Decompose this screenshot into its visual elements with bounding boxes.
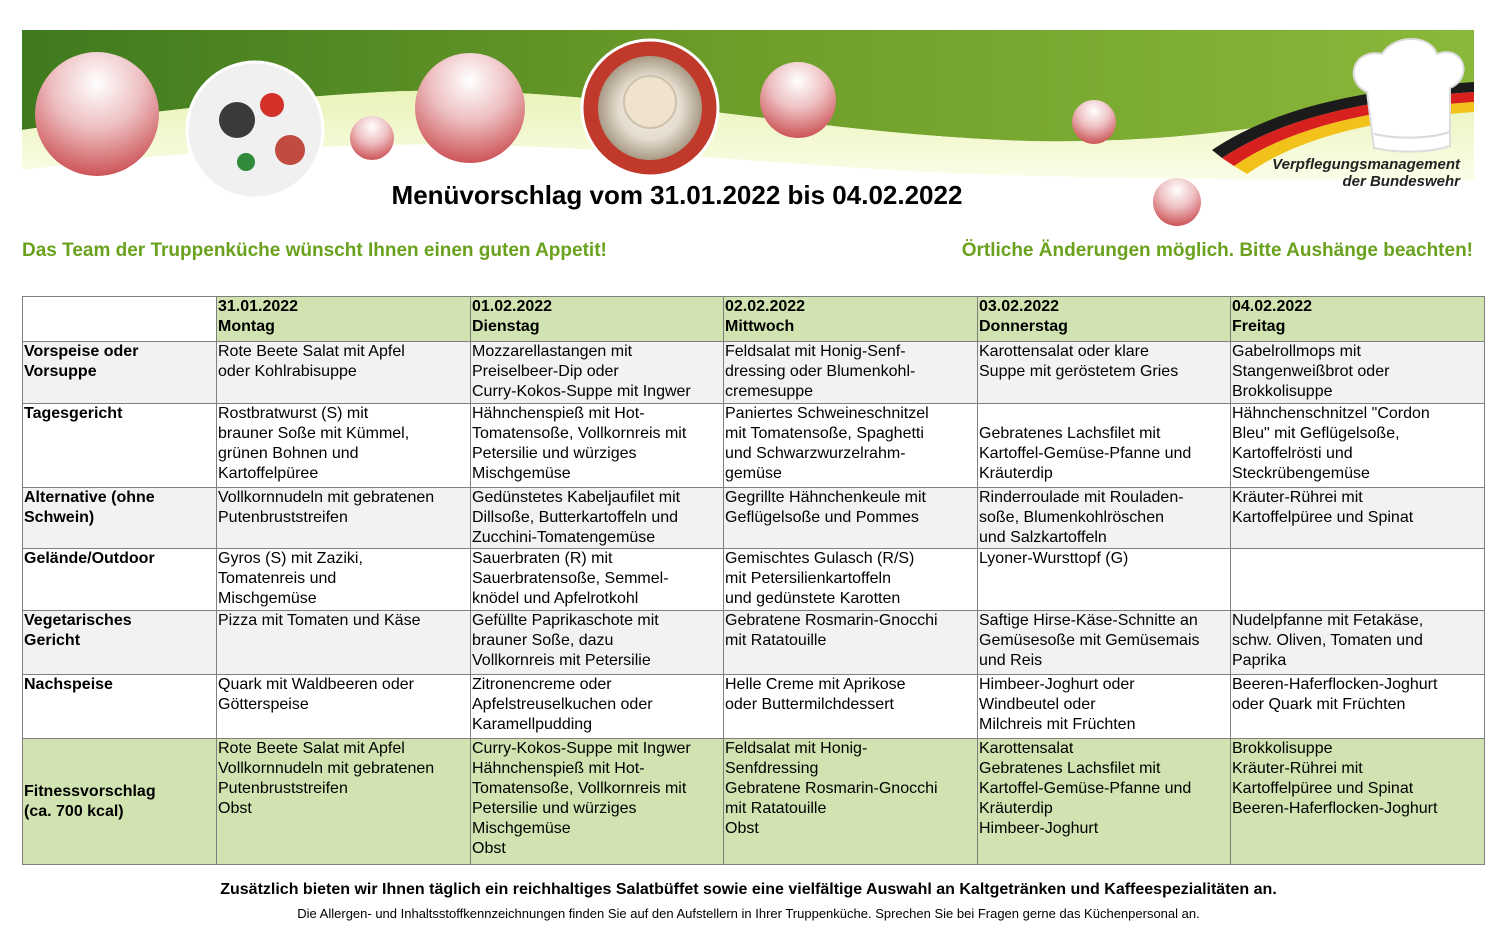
page-title: Menüvorschlag vom 31.01.2022 bis 04.02.2022 [391, 180, 963, 210]
dish-line: mit Petersilienkartoffeln [725, 570, 891, 587]
dish-line [979, 404, 1230, 424]
dish-line: dressing oder Blumenkohl- [725, 363, 916, 380]
dish-line: Obst [218, 800, 252, 817]
menu-cell [217, 675, 471, 739]
menu-cell [1231, 611, 1485, 675]
menu-cell [724, 549, 978, 611]
dish-line: soße, Blumenkohlröschen [979, 509, 1164, 526]
dish-line: Senfdressing [725, 760, 819, 777]
menu-cell [724, 739, 978, 865]
dish-line: Nudelpfanne mit Fetakäse, [1232, 612, 1424, 629]
day-header-3 [724, 297, 978, 342]
dish-line: Kräuter-Rührei mit [1232, 760, 1363, 777]
dish-line: Feldsalat mit Honig-Senf- [725, 343, 906, 360]
menu-cell [217, 611, 471, 675]
dish-line: Suppe mit geröstetem Gries [979, 363, 1179, 380]
menu-cell [471, 611, 724, 675]
dish-line: Hähnchenschnitzel "Cordon [1232, 405, 1430, 422]
dish-line: Gyros (S) mit Zaziki, [218, 550, 363, 567]
dish-line: und gedünstete Karotten [725, 590, 901, 607]
day-header-2 [471, 297, 724, 342]
dish-line: Kräuter-Rührei mit [1232, 489, 1363, 506]
menu-cell [978, 611, 1231, 675]
dish-line: Gedünstetes Kabeljaufilet mit [472, 489, 681, 506]
menu-cell [217, 549, 471, 611]
day-name: Dienstag [472, 318, 540, 335]
dish-line: Paprika [1232, 652, 1287, 669]
menu-cell [217, 342, 471, 404]
row-label-line: Fitnessvorschlag [24, 782, 156, 800]
menu-cell [978, 739, 1231, 865]
menu-cell [978, 342, 1231, 404]
brand-line-1: Verpflegungsmanagement [1272, 156, 1460, 173]
dish-line: Kartoffel-Gemüse-Pfanne und [979, 445, 1192, 462]
dish-line: Tomatensoße, Vollkornreis mit [472, 780, 687, 797]
row-label [23, 488, 217, 549]
row-label-line: Tagesgericht [24, 405, 123, 422]
menu-cell [471, 739, 724, 865]
dish-line: brauner Soße mit Kümmel, [218, 425, 410, 442]
dish-line: und Reis [979, 652, 1043, 669]
dish-line: und Schwarzwurzelrahm- [725, 445, 906, 462]
dish-line: Petersilie und würziges [472, 800, 637, 817]
row-label-line: Vorspeise oder [24, 343, 139, 360]
dish-line: Mischgemüse [218, 590, 317, 607]
menu-cell [978, 675, 1231, 739]
dish-line: Pizza mit Tomaten und Käse [218, 612, 421, 629]
dish-line: Zitronencreme oder [472, 676, 612, 693]
dish-line: Karottensalat oder klare [979, 343, 1149, 360]
menu-row [23, 342, 1485, 404]
menu-cell [471, 549, 724, 611]
menu-cell [1231, 675, 1485, 739]
dish-line: Apfelstreuselkuchen oder [472, 696, 653, 713]
dish-line: Milchreis mit Früchten [979, 716, 1136, 733]
brand-text [1272, 156, 1460, 190]
header-corner-cell [23, 297, 217, 342]
menu-cell [724, 675, 978, 739]
day-date: 31.01.2022 [218, 298, 299, 315]
menu-cell [724, 404, 978, 488]
day-date: 03.02.2022 [979, 298, 1060, 315]
dish-line: Zucchini-Tomatengemüse [472, 529, 656, 546]
menu-cell [978, 404, 1231, 488]
dish-line: Obst [725, 820, 759, 837]
dish-line: Putenbruststreifen [218, 780, 348, 797]
dish-line: Gemüsesoße mit Gemüsemais [979, 632, 1200, 649]
menu-row [23, 675, 1485, 739]
dish-line: Quark mit Waldbeeren oder [218, 676, 414, 693]
menu-cell [978, 549, 1231, 611]
menu-row [23, 404, 1485, 488]
menu-cell [217, 739, 471, 865]
dish-line: Helle Creme mit Aprikose [725, 676, 906, 693]
dish-line: Karottensalat [979, 740, 1074, 757]
dish-line: Saftige Hirse-Käse-Schnitte an [979, 612, 1198, 629]
dish-line: knödel und Apfelrotkohl [472, 590, 639, 607]
dish-line: Gebratene Rosmarin-Gnocchi [725, 612, 938, 629]
dish-line: gemüse [725, 465, 782, 482]
row-label [23, 342, 217, 404]
menu-cell [1231, 404, 1485, 488]
dish-line: Rostbratwurst (S) mit [218, 405, 369, 422]
dish-line: Feldsalat mit Honig- [725, 740, 868, 757]
row-label-line: Schwein) [24, 509, 95, 526]
dish-line: oder Buttermilchdessert [725, 696, 894, 713]
dish-line: Geflügelsoße und Pommes [725, 509, 919, 526]
dish-line: schw. Oliven, Tomaten und [1232, 632, 1423, 649]
menu-row [23, 739, 1485, 865]
dish-line: Stangenweißbrot oder [1232, 363, 1390, 380]
dish-line: Kartoffel-Gemüse-Pfanne und [979, 780, 1192, 797]
dish-line: Windbeutel oder [979, 696, 1096, 713]
day-header-row [23, 297, 1485, 342]
dish-line: Himbeer-Joghurt oder [979, 676, 1135, 693]
menu-cell [471, 488, 724, 549]
menu-row [23, 549, 1485, 611]
dish-line: Gemischtes Gulasch (R/S) [725, 550, 915, 567]
dish-line: mit Ratatouille [725, 632, 827, 649]
dish-line: oder Kohlrabisuppe [218, 363, 357, 380]
dish-line: Vollkornnudeln mit gebratenen [218, 489, 435, 506]
dish-line: Tomatenreis und [218, 570, 337, 587]
dish-line: Hähnchenspieß mit Hot- [472, 760, 645, 777]
dish-line: grünen Bohnen und [218, 445, 359, 462]
dish-line: Kräuterdip [979, 800, 1053, 817]
dish-line: Brokkolisuppe [1232, 740, 1333, 757]
menu-cell [471, 404, 724, 488]
dish-line: Beeren-Haferflocken-Joghurt [1232, 800, 1438, 817]
row-label-line: Vorsuppe [24, 363, 97, 380]
dish-line: Rote Beete Salat mit Apfel [218, 343, 405, 360]
dish-line: Hähnchenspieß mit Hot- [472, 405, 645, 422]
dish-line: Kartoffelpüree und Spinat [1232, 509, 1414, 526]
row-label [23, 549, 217, 611]
menu-row [23, 611, 1485, 675]
dish-line: Gebratenes Lachsfilet mit [979, 425, 1161, 442]
dish-line: Sauerbraten (R) mit [472, 550, 613, 567]
dish-line: Kartoffelpüree [218, 465, 319, 482]
dish-line: Curry-Kokos-Suppe mit Ingwer [472, 383, 691, 400]
dish-line: Mischgemüse [472, 465, 571, 482]
row-label-line: (ca. 700 kcal) [24, 802, 124, 820]
menu-table [22, 296, 1485, 865]
dish-line: Rote Beete Salat mit Apfel [218, 740, 405, 757]
menu-cell [724, 611, 978, 675]
menu-cell [217, 488, 471, 549]
dish-line: mit Ratatouille [725, 800, 827, 817]
dish-line: Petersilie und würziges [472, 445, 637, 462]
dish-line: Steckrübengemüse [1232, 465, 1370, 482]
dish-line: Tomatensoße, Vollkornreis mit [472, 425, 687, 442]
dish-line: Bleu" mit Geflügelsoße, [1232, 425, 1400, 442]
day-date: 02.02.2022 [725, 298, 806, 315]
header-banner [22, 30, 1474, 230]
menu-cell [1231, 549, 1485, 611]
dish-line: brauner Soße, dazu [472, 632, 614, 649]
menu-cell [471, 675, 724, 739]
dish-line: Sauerbratensoße, Semmel- [472, 570, 669, 587]
menu-cell [724, 342, 978, 404]
dish-line: oder Quark mit Früchten [1232, 696, 1406, 713]
brand-line-2: der Bundeswehr [1342, 173, 1460, 190]
dish-line: Beeren-Haferflocken-Joghurt [1232, 676, 1438, 693]
dish-line: Brokkolisuppe [1232, 383, 1333, 400]
dish-line: Götterspeise [218, 696, 309, 713]
dish-line: cremesuppe [725, 383, 814, 400]
day-date: 01.02.2022 [472, 298, 553, 315]
menu-cell [1231, 342, 1485, 404]
menu-cell [1231, 488, 1485, 549]
dish-line: Gegrillte Hähnchenkeule mit [725, 489, 926, 506]
dish-line: Gebratene Rosmarin-Gnocchi [725, 780, 938, 797]
dish-line: Dillsoße, Butterkartoffeln und [472, 509, 679, 526]
dish-line: Vollkornnudeln mit gebratenen [218, 760, 435, 777]
menu-cell [1231, 739, 1485, 865]
dish-line: Karamellpudding [472, 716, 593, 733]
dish-line: Vollkornreis mit Petersilie [472, 652, 651, 669]
menu-cell [217, 404, 471, 488]
row-label-line: Nachspeise [24, 676, 113, 693]
dish-line: Gebratenes Lachsfilet mit [979, 760, 1161, 777]
dish-line: mit Tomatensoße, Spaghetti [725, 425, 924, 442]
dish-line: Gefüllte Paprikaschote mit [472, 612, 659, 629]
slogan-left: Das Team der Truppenküche wünscht Ihnen einen guten Appetit! [22, 240, 607, 261]
dish-line: Preiselbeer-Dip oder [472, 363, 619, 380]
dish-line: Putenbruststreifen [218, 509, 348, 526]
dish-line: und Salzkartoffeln [979, 529, 1107, 546]
day-name: Mittwoch [725, 318, 795, 335]
dish-line: Mischgemüse [472, 820, 571, 837]
dish-line: Gabelrollmops mit [1232, 343, 1361, 360]
row-label-line: Vegetarisches [24, 612, 132, 629]
dish-line: Kräuterdip [979, 465, 1053, 482]
day-header-1 [217, 297, 471, 342]
slogan-right: Örtliche Änderungen möglich. Bitte Aushänge beachten! [961, 240, 1473, 261]
row-label [23, 611, 217, 675]
day-header-4 [978, 297, 1231, 342]
day-header-5 [1231, 297, 1485, 342]
dish-line: Kartoffelrösti und [1232, 445, 1353, 462]
dish-line: Lyoner-Wursttopf (G) [979, 550, 1129, 567]
day-name: Montag [218, 318, 275, 335]
day-name: Donnerstag [979, 318, 1068, 335]
row-label-line: Alternative (ohne [24, 489, 155, 506]
menu-row [23, 488, 1485, 549]
row-label-line: Gericht [24, 632, 81, 649]
dish-line: Paniertes Schweineschnitzel [725, 405, 929, 422]
menu-cell [471, 342, 724, 404]
menu-cell [978, 488, 1231, 549]
day-date: 04.02.2022 [1232, 298, 1313, 315]
dish-line: Curry-Kokos-Suppe mit Ingwer [472, 740, 691, 757]
footer-allergen-note: Die Allergen- und Inhaltsstoffkennzeichnungen finden Sie auf den Aufstellern in Ihrer Truppenküche. Sprechen Sie bei Fragen gerne das Küchenpersonal an. [297, 906, 1200, 921]
row-label [23, 739, 217, 865]
row-label [23, 675, 217, 739]
menu-cell [724, 488, 978, 549]
day-name: Freitag [1232, 318, 1286, 335]
dish-line: Himbeer-Joghurt [979, 820, 1099, 837]
dish-line: Kartoffelpüree und Spinat [1232, 780, 1414, 797]
footer-note: Zusätzlich bieten wir Ihnen täglich ein reichhaltiges Salatbüffet sowie eine vielfältige Auswahl an Kaltgetränken und Kaffeespezialitäten an. [220, 881, 1277, 898]
row-label-line: Gelände/Outdoor [24, 550, 155, 567]
dish-line: Mozzarellastangen mit [472, 343, 633, 360]
dish-line: Rinderroulade mit Rouladen- [979, 489, 1184, 506]
dish-line: Obst [472, 840, 506, 857]
row-label [23, 404, 217, 488]
